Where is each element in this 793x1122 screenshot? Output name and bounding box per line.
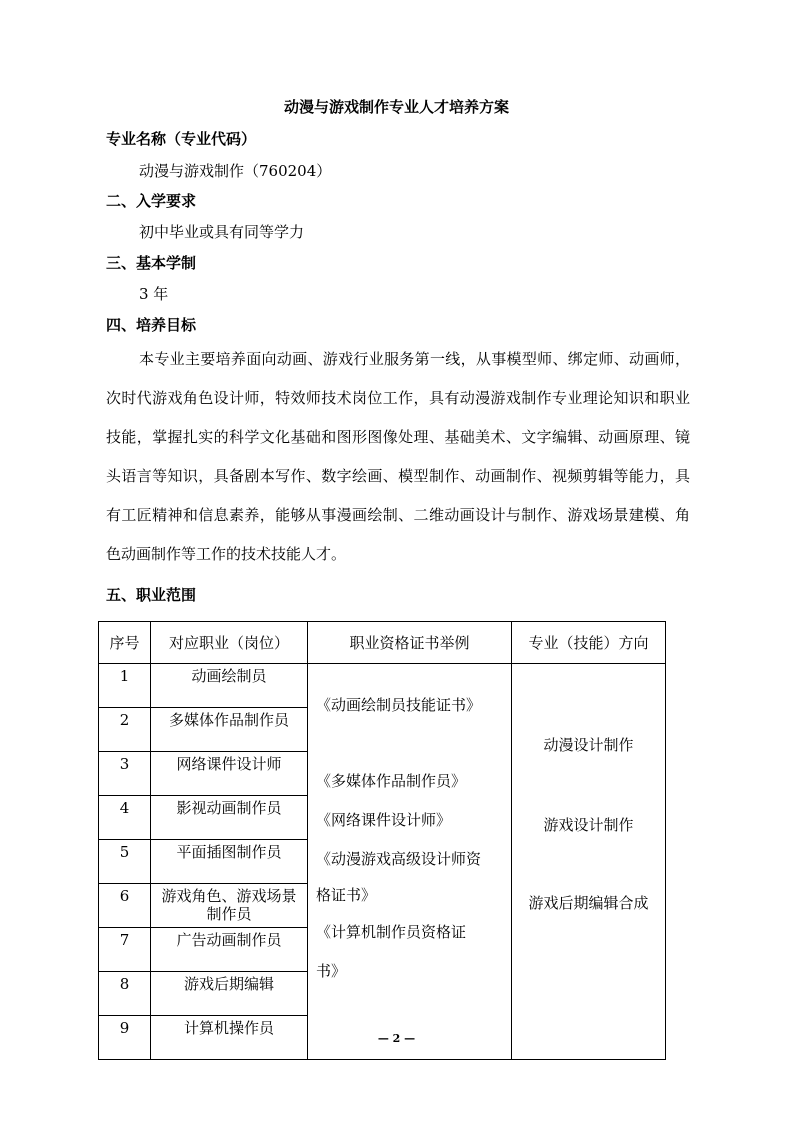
row-job: 游戏后期编辑 bbox=[151, 972, 308, 1016]
row-number: 9 bbox=[99, 1016, 151, 1060]
certificate-line: 书》 bbox=[316, 962, 347, 980]
header-certificate: 职业资格证书举例 bbox=[308, 622, 512, 664]
row-number: 8 bbox=[99, 972, 151, 1016]
row-number: 3 bbox=[99, 752, 151, 796]
certificate-line: 《动漫游戏高级设计师资 bbox=[316, 850, 482, 868]
certificate-line: 《计算机制作员资格证 bbox=[316, 923, 467, 941]
certificate-line: 《多媒体作品制作员》 bbox=[316, 772, 467, 790]
header-direction: 专业（技能）方向 bbox=[512, 622, 666, 664]
row-job: 影视动画制作员 bbox=[151, 796, 308, 840]
page-number: — 2 — bbox=[377, 1032, 416, 1045]
direction-line: 动漫设计制作 bbox=[543, 736, 634, 754]
certificate-cell bbox=[308, 664, 512, 1060]
row-job: 动画绘制员 bbox=[151, 664, 308, 708]
career-scope-heading: 五、职业范围 bbox=[106, 586, 197, 604]
direction-cell bbox=[512, 664, 666, 1060]
row-number: 2 bbox=[99, 708, 151, 752]
row-number: 6 bbox=[99, 884, 151, 928]
direction-line: 游戏设计制作 bbox=[543, 816, 634, 834]
row-job: 多媒体作品制作员 bbox=[151, 708, 308, 752]
training-goal-paragraph: 本专业主要培养面向动画、游戏行业服务第一线，从事模型师、绑定师、动画师，次时代游戏角色设计师，特效师技术岗位工作，具有动漫游戏制作专业理论知识和职业技能，掌握扎实的科学文化基础和图形图像处理、基础美术、文字编辑、动画原理、镜头语言等知识，具备剧本写作、数字绘画、模型制作、动画制作、视频剪辑等能力，具有工匠精神和信息素养，能够从事漫画绘制、二维动画设计与制作、游戏场景建模、角色动画制作等工作的技术技能人才。 bbox=[106, 350, 690, 563]
table-row bbox=[99, 664, 666, 708]
row-job: 游戏角色、游戏场景制作员 bbox=[151, 884, 308, 928]
certificate-line: 《网络课件设计师》 bbox=[316, 811, 452, 829]
direction-line: 游戏后期编辑合成 bbox=[528, 894, 649, 912]
table-header-row bbox=[99, 622, 666, 664]
duration-value: 3 年 bbox=[139, 285, 169, 303]
row-number: 1 bbox=[99, 664, 151, 708]
row-job: 网络课件设计师 bbox=[151, 752, 308, 796]
row-job: 广告动画制作员 bbox=[151, 928, 308, 972]
career-table bbox=[98, 621, 666, 1060]
header-job: 对应职业（岗位） bbox=[151, 622, 308, 664]
document-title: 动漫与游戏制作专业人才培养方案 bbox=[283, 98, 509, 116]
major-name-heading: 专业名称（专业代码） bbox=[106, 130, 257, 148]
row-number: 4 bbox=[99, 796, 151, 840]
header-number: 序号 bbox=[99, 622, 151, 664]
row-job: 计算机操作员 bbox=[151, 1016, 308, 1060]
certificate-line: 格证书》 bbox=[316, 886, 377, 904]
certificate-line: 《动画绘制员技能证书》 bbox=[316, 696, 482, 714]
duration-heading: 三、基本学制 bbox=[106, 254, 197, 272]
entry-requirement-value: 初中毕业或具有同等学力 bbox=[139, 223, 305, 241]
training-goal-heading: 四、培养目标 bbox=[106, 316, 197, 334]
row-number: 7 bbox=[99, 928, 151, 972]
major-name-value: 动漫与游戏制作（760204） bbox=[139, 162, 332, 180]
row-job: 平面插图制作员 bbox=[151, 840, 308, 884]
row-number: 5 bbox=[99, 840, 151, 884]
entry-requirement-heading: 二、入学要求 bbox=[106, 192, 197, 210]
